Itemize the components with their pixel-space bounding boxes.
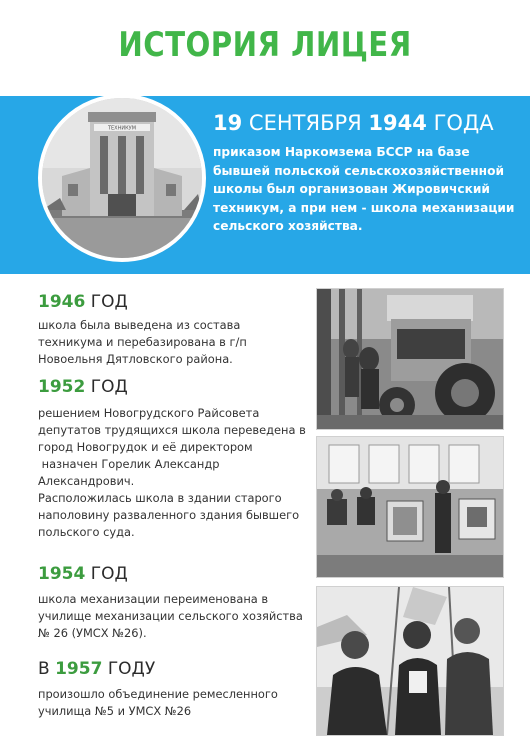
section-line: техникума и перебазирована в г/п (38, 335, 247, 349)
section-line: произошло объединение ремесленного (38, 687, 278, 701)
section-text-1957 (38, 686, 306, 720)
year-suffix: ГОД (90, 564, 128, 584)
section-line: наполовину разваленного здания бывшего (38, 508, 300, 522)
section-line: Новоельня Дятловского района. (38, 352, 233, 366)
year-prefix: В (38, 659, 50, 679)
banner-month: СЕНТЯБРЯ (248, 111, 362, 135)
banner-line: школы был организован Жировичский (213, 182, 490, 196)
section-text-1952 (38, 405, 306, 541)
year-heading-1957 (38, 657, 155, 681)
banner-year: 1944 (368, 111, 427, 135)
building-sign-text: ТЕХНИКУМ (107, 125, 137, 132)
technikum-building-photo (38, 94, 206, 262)
students-photo (316, 586, 504, 736)
section-line: решением Новогрудского Райсовета (38, 406, 260, 420)
section-line: № 26 (УМСХ №26). (38, 626, 147, 640)
section-line: училища №5 и УМСХ №26 (38, 704, 192, 718)
workshop-photo (316, 436, 504, 578)
section-text-1954 (38, 591, 306, 642)
year-number: 1954 (38, 564, 86, 584)
banner-description (213, 143, 518, 236)
tractor-photo (316, 288, 504, 430)
year-number: 1952 (38, 377, 86, 397)
year-number: 1946 (38, 292, 86, 312)
section-line: училище механизации сельского хозяйства (38, 609, 303, 623)
banner-line: техникум, а при нем - школа механизации (213, 200, 515, 215)
section-line: школа была выведена из состава (38, 318, 241, 332)
section-line: город Новогрудок и её директором (38, 440, 253, 454)
banner-line: сельского хозяйства. (213, 219, 363, 233)
banner-year-word: ГОДА (433, 111, 494, 135)
section-line: польского суда. (38, 525, 135, 539)
section-line: депутатов трудящихся школа переведена в (38, 423, 306, 437)
year-heading-1954 (38, 562, 128, 586)
banner-line: бывшей польской сельскохозяйственной (213, 163, 505, 178)
section-line: Расположилась школа в здании старого (38, 491, 282, 505)
year-heading-1952 (38, 375, 128, 399)
page-title: ИСТОРИЯ ЛИЦЕЯ (118, 25, 412, 65)
banner-date-heading (213, 108, 523, 138)
year-suffix: ГОД (90, 292, 128, 312)
banner-line: приказом Наркомзема БССР на базе (213, 145, 470, 159)
section-text-1946 (38, 317, 306, 368)
banner-day: 19 (213, 111, 243, 135)
section-line: назначен Горелик Александр (38, 457, 220, 471)
section-line: школа механизации переименована в (38, 592, 269, 606)
year-suffix: ГОДУ (107, 659, 156, 679)
year-heading-1946 (38, 290, 128, 314)
year-suffix: ГОД (90, 377, 128, 397)
year-number: 1957 (55, 659, 103, 679)
section-line: Александрович. (38, 474, 135, 488)
